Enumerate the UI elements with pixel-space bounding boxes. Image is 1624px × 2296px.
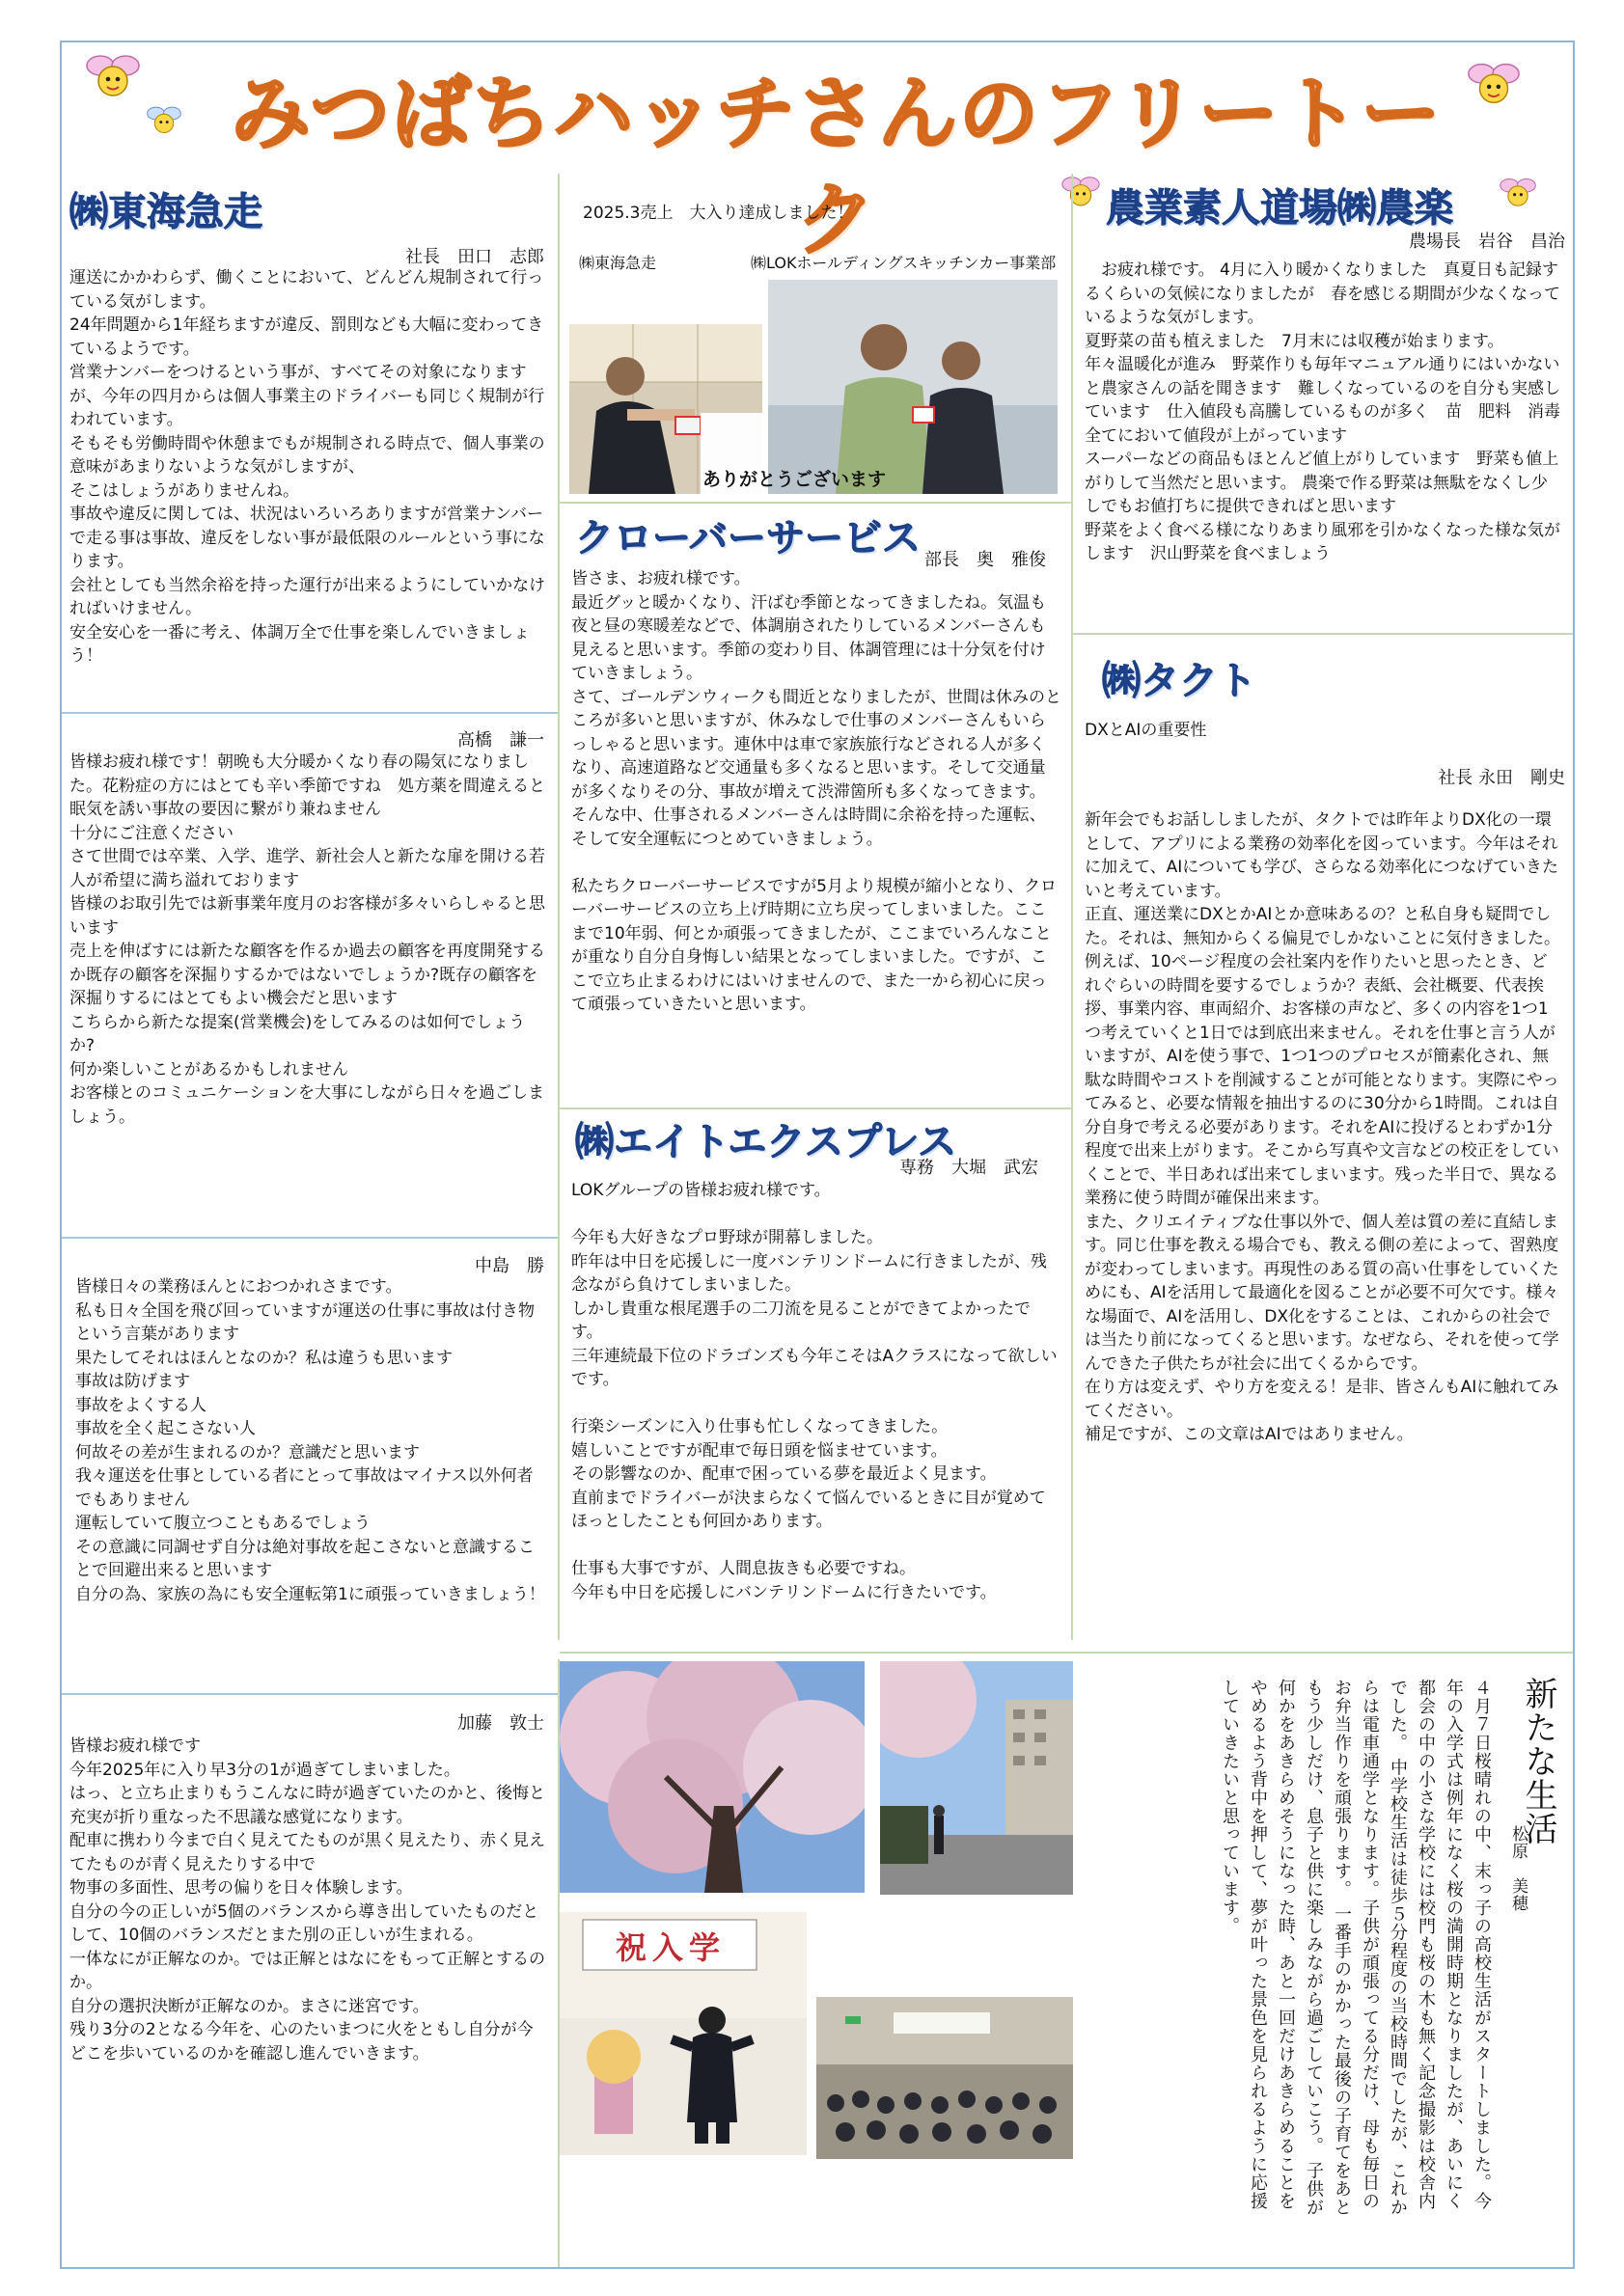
author-matsubara: 松原 美穂 [1508, 1825, 1528, 1912]
bee-icon [1498, 174, 1538, 210]
article-takuto: 新年会でもお話ししましたが、タクトでは昨年よりDX化の一環として、アプリによる業務の効率化を図っています。今年はそれに加えて、AIについても学び、さらなる効率化につなげていきたいと考えています。 正直、運送業にDXとかAIとか意味あるの？と私自身も疑問でした。それは、無知からくる偏見でしかないことに気付きました。 例えば、10ページ程度の会社案内を作りたいと思ったとき、どれぐらいの時間を要するでしょうか？表紙、会社概要、代表挨拶、事業内容、車両紹介、お客様の声など、多くの内容を1つ1つ考えていくと1日では到底出来ません。それを仕事と言う人がいますが、AIを使う事で、1つ1つのプロセスが簡素化され、無駄な時間やコストを削減することが可能となります。実際にやってみると、必要な情報を抽出するのに30分から1時間。これは自分自身で考える必要があります。それをAIに投げるとわずか1分程度で出来上がります。そこから写真や文言などの校正をしていくことで、半日あれば出来てしまいます。残った半日で、異なる業務に使う時間が確保出来ます。 また、クリエイティブな仕事以外で、個人差は質の差に直結します。同じ仕事を教える場合でも、教える側の差によって、習熟度が変わってしまいます。再現性のある質の高い仕事をしていくためにも、AIを活用して最適化を図ることが必要不可欠です。様々な場面で、AIを活用し、DX化をすることは、これからの社会では当たり前になってくると思います。なぜなら、それを使って学んできた子供たちが社会に出てくるからです。 在り方は変えず、やり方を変える！是非、皆さんもAIに触れてみてください。 補足ですが、この文章はAIではありません。 [1085, 810, 1560, 1444]
section-heading-clover: クローバーサービス [575, 516, 921, 560]
award-photo-right [768, 280, 1058, 494]
article-eight: LOKグループの皆様お疲れ様です。 今年も大好きなプロ野球が開幕しました。 昨年は中日を応援しに一度バンテリンドームに行きましたが、残念ながら負けてしまいました。 しかし貴重な根尾選手の二刀流を見ることができてよかったです。 三年連続最下位のドラゴンズも今年こそはAクラスになって欲しいです。 行楽シーズンに入り仕事も忙しくなってきました。 嬉しいことですが配車で毎日頭を悩ませています。 その影響なのか、配車で困っている夢を最近よく見ます。 直前までドライバーが決まらなくて悩んでいるときに目が覚めてほっとしたことも何回かあります。 仕事も大事ですが、人間息抜きも必要ですね。 今年も中日を応援しにバンテリンドームに行きたいです。 [571, 1181, 1058, 1602]
article-clover: 皆さま、お疲れ様です。 最近グッと暖かくなり、汗ばむ季節となってきましたね。気温も夜と昼の寒暖差などで、体調崩されたりしているメンバーさんも見えると思います。季節の変わり目、体調管理には十分気を付けていきましょう。 さて、ゴールデンウィークも間近となりましたが、世間は休みのところが多いと思いますが、休みなしで仕事のメンバーさんもいらっしゃると思います。連休中は車で家族旅行などされる人が多くなり、高速道路など交通量も多くなると思います。そして交通量が多くなりその分、事故が増えて渋滞箇所も多くなってきます。そんな中、仕事されるメンバーさんは時間に余裕を持った運転、そして安全運転につとめていきましょう。 私たちクローバーサービスですが5月より規模が縮小となり、クローバーサービスの立ち上げ時期に立ち戻ってしまいました。ここまで10年弱、何とか頑張ってきましたが、ここまでいろんなことが重なり自分自身悔しい結果となってしまいました。ですが、ここで立ち止まるわけにはいけませんので、また一から初心に戻って頑張っていきたいと思います。 [571, 569, 1061, 1014]
article-nakajima: 皆様日々の業務ほんとにおつかれさまです。 私も日々全国を飛び回っていますが運送の仕事に事故は付き物という言葉があります 果たしてそれはほんとなのか？私は違うも思います 事故は防げます 事故をよくする人 事故を全く起こさない人 何故その差が生まれるのか？意識だと思います 我々運送を仕事としている者にとって事故はマイナス以外何者でもありません 運転していて腹立つこともあるでしょう その意識に同調せず自分は絶対事故を起こさないと意識することで回避出来ると思います 自分の為、家族の為にも安全運転第1に頑張っていきましょう！ [75, 1277, 545, 1604]
bee-icon [1060, 172, 1102, 210]
column-divider [1071, 174, 1073, 1640]
article-subtitle-takuto: DXとAIの重要性 [1085, 721, 1207, 740]
photo-label-tokai: ㈱東海急走 [579, 254, 657, 272]
auditorium-photo [816, 1997, 1073, 2159]
thanks-caption: ありがとうございます [702, 469, 887, 490]
bee-icon [1465, 56, 1523, 110]
author-iwatani: 農場長 岩谷 昌治 [1409, 232, 1565, 252]
section-heading-newlife: 新たな生活 [1519, 1677, 1557, 1845]
section-heading-tokai: ㈱東海急走 [69, 190, 262, 234]
page-title: みつばちハッチさんのフリートーク [231, 68, 1443, 266]
section-divider [560, 1652, 1573, 1654]
section-divider [560, 502, 1071, 504]
article-newlife: ４月７日桜晴れの中、末っ子の高校生活がスタートしました。今年の入学式は例年になく桜の満開時期となりましたが、あいにく都会の中の小さな学校には校門も桜の木も無く記念撮影は校舎内でした。 中学校生活は徒歩５分程度の当校時間でしたが、これからは電車通学となります。子供が頑張ってる分だけ、母も毎日のお弁当作りを頑張ります。 一番手のかかった最後の子育てをあともう少しだけ、息子と供に楽しみながら過ごしていこう。 子供が何かをあきらめそうになった時、あと一回だけあきらめることをやめるよう背中を押して、夢が叶った景色を見られるように応援していきたいと思っています。 [1220, 1679, 1492, 2217]
sales-headline: 2025.3売上 大入り達成しました！ [583, 204, 854, 223]
bee-icon [83, 48, 143, 102]
author-oku: 部長 奥 雅俊 [924, 550, 1046, 570]
author-taguchi: 社長 田口 志郎 [405, 247, 544, 267]
section-divider [1073, 633, 1573, 635]
section-heading-nouraku: 農業素人道場㈱農楽 [1106, 186, 1453, 231]
section-divider [62, 1237, 558, 1239]
section-divider [62, 712, 558, 714]
author-nakajima: 中島 勝 [475, 1256, 544, 1276]
article-nouraku: お疲れ様です。 4月に入り暖かくなりました 真夏日も記録するくらいの気候になりましたが 春を感じる期間が少なくなっているような気がします。 夏野菜の苗も植えました 7月末には収穫が始まります。 年々温暖化が進み 野菜作りも毎年マニュアル通りにはいかないと農家さんの話を聞きます 難しくなっているのを自分も実感しています 仕入値段も高騰しているものが多く 苗 肥料 消毒 全てにおいて値段が上がっています スーパーなどの商品もほとんど値上がりしています 野菜も値上がりして当然だと思います。 農楽で作る野菜は無駄をなくし少しでもお値打ちに提供できればと思います 野菜をよく食べる様になりあまり風邪を引かなくなった様な気がします 沢山野菜を食べましょう [1085, 260, 1560, 563]
author-takahashi: 高橋 謙一 [457, 730, 544, 751]
section-divider [62, 1693, 558, 1695]
cherry-blossom-photo [560, 1661, 865, 1893]
section-divider [560, 1107, 1071, 1109]
author-kato: 加藤 敦士 [457, 1713, 544, 1734]
ceremony-banner: 祝入学 [615, 1929, 726, 1966]
author-ohori: 専務 大堀 武宏 [899, 1158, 1038, 1178]
column-divider [558, 174, 560, 1640]
article-takahashi: 皆様お疲れ様です！朝晩も大分暖かくなり春の陽気になりました。花粉症の方にはとても辛い季節ですね 処方薬を間違えると眠気を誘い事故の要因に繋がり兼ねません 十分にご注意ください さて世間では卒業、入学、進学、新社会人と新たな扉を開ける若人が希望に満ち溢れております 皆様のお取引先では新事業年度月のお客様が多々いらしゃると思います 売上を伸ばすには新たな顧客を作るか過去の顧客を再度開発するか既存の顧客を深掘りするかではないでしょうか?既存の顧客を深掘りするにはとてもよい機会だと思います こちらから新たな提案(営業機会)をしてみるのは如何でしょうか? 何か楽しいことがあるかもしれません お客様とのコミュニケーションを大事にしながら日々を過ごしましょう。 [69, 752, 545, 1127]
article-taguchi: 運送にかかわらず、働くことにおいて、どんどん規制されて行っている気がします。 24年問題から1年経ちますが違反、罰則なども大幅に変わってきているようです。 営業ナンバーをつけるという事が、すべてその対象になりますが、今年の四月からは個人事業主のドライバーも同じく規制が行われています。 そもそも労働時間や休憩までもが規制される時点で、個人事業の意味があまりないような気がしますが、 そこはしょうがありませんね。 事故や違反に関しては、状況はいろいろありますが営業ナンバーで走る事は事故、違反をしない事が最低限のルールという事になります。 会社としても当然余裕を持った運行が出来るようにしていかなければいけません。 安全安心を一番に考え、体調万全で仕事を楽しんでいきましょう！ [69, 268, 545, 666]
school-street-photo [880, 1661, 1073, 1895]
bee-icon [145, 102, 183, 137]
author-nagata: 社長 永田 剛史 [1438, 768, 1565, 788]
section-heading-eight: ㈱エイトエクスプレス [575, 1120, 957, 1164]
section-heading-takuto: ㈱タクト [1102, 659, 1256, 703]
ceremony-photo [560, 1912, 807, 2155]
photo-label-lok: ㈱LOKホールディングスキッチンカー事業部 [751, 254, 1057, 272]
article-kato: 皆様お疲れ様です 今年2025年に入り早3分の1が過ぎてしまいました。 はっ、と立ち止まりもうこんなに時が過ぎていたのかと、後悔と充実が折り重なった不思議な感覚になります。 配車に携わり今まで白く見えてたものが黒く見えたり、赤く見えてたものが青く見えたりする中で 物事の多面性、思考の偏りを日々体験します。 自分の今の正しいが5個のバランスから導き出していたものだとして、10個のバランスだとまた別の正しいが生まれる。 一体なにが正解なのか。では正解とはなにをもって正解とするのか。 自分の選択決断が正解なのか。まさに迷宮です。 残り3分の2となる今年を、心のたいまつに火をともし自分が今どこを歩いているのかを確認し進んでいきます。 [69, 1736, 545, 2064]
